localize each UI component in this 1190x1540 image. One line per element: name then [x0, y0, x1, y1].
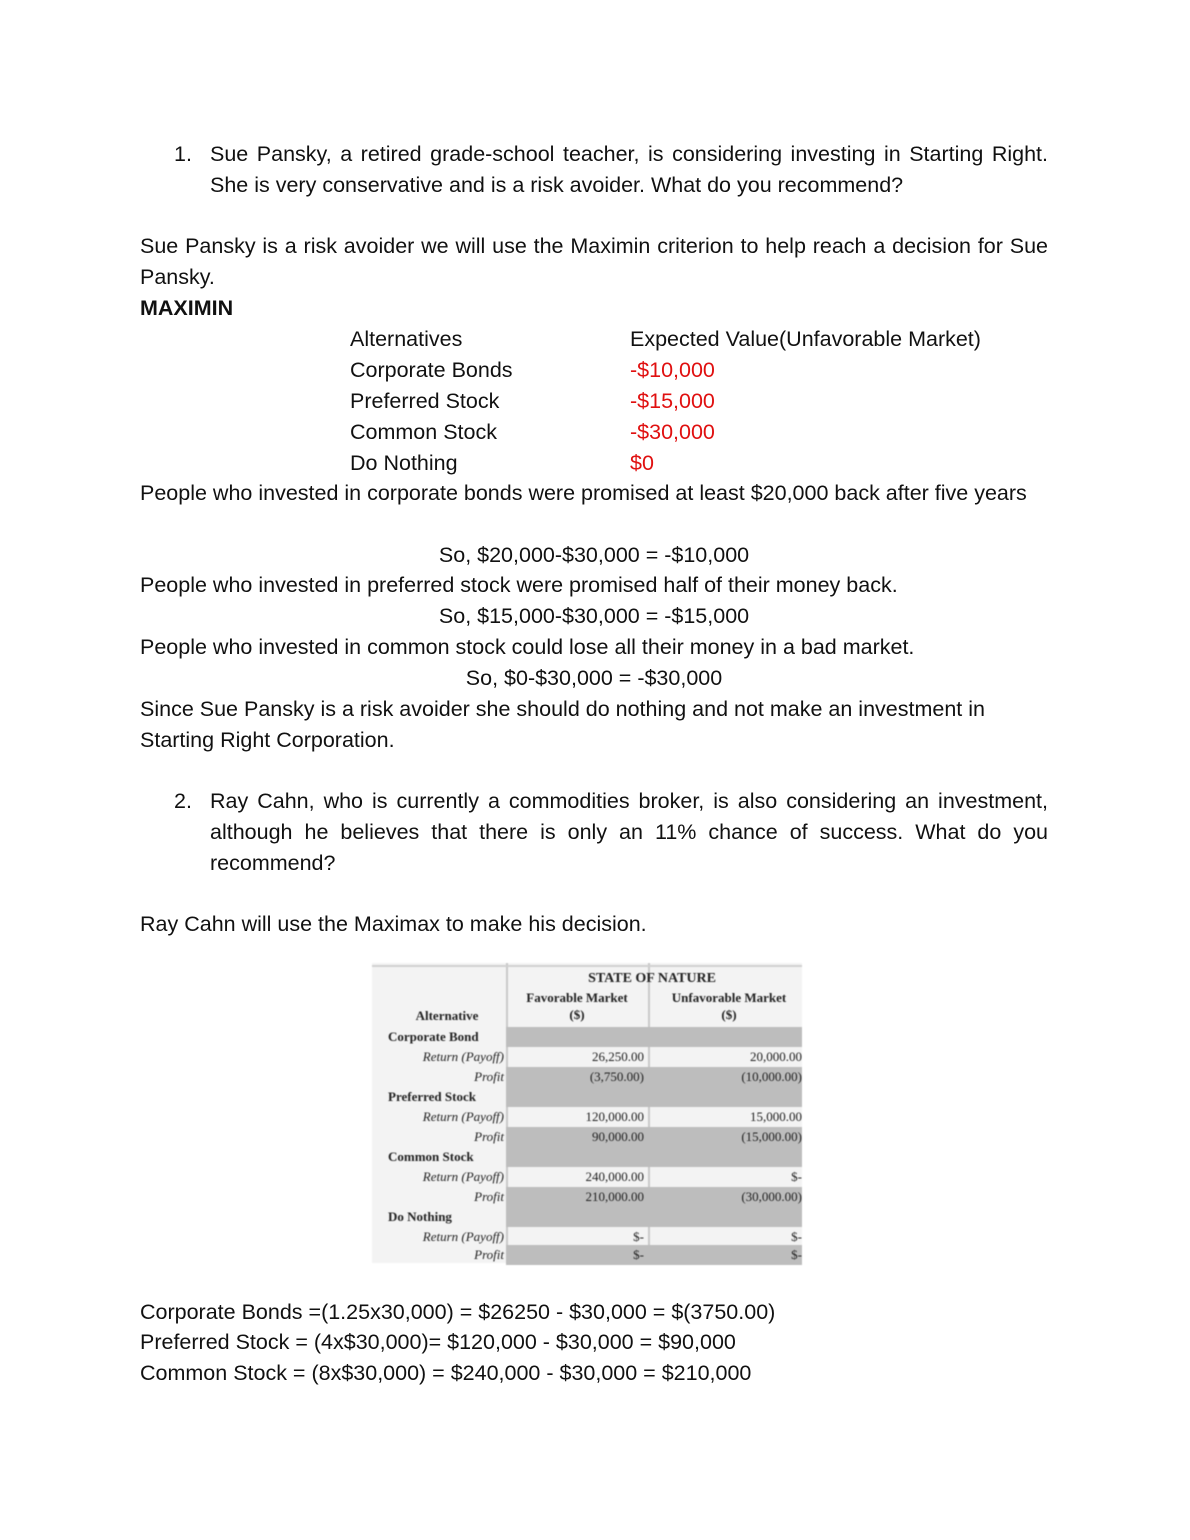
question-2-text: Ray Cahn, who is currently a commodities broker, is also considering an investment, although he believes that there is only an 11% chance of success. What do you recommend?	[210, 789, 1048, 875]
maximin-value: -$30,000	[630, 420, 715, 444]
table-row	[350, 417, 1050, 448]
payoff-group-name: Preferred Stock	[388, 1089, 476, 1104]
calc-corporate-bonds: So, $20,000-$30,000 = -$10,000	[438, 543, 750, 567]
maximin-heading: MAXIMIN	[140, 296, 234, 320]
explain-corporate-bonds: People who invested in corporate bonds were promised at least $20,000 back after five years	[140, 481, 1027, 505]
intro-paragraph-2: Ray Cahn will use the Maximax to make his decision.	[140, 912, 647, 936]
maximin-value: -$15,000	[630, 389, 715, 413]
table-row: Profit $- $-	[372, 1245, 802, 1265]
table-row	[350, 386, 1050, 417]
payoff-table-image	[372, 963, 802, 1263]
maximin-header-row	[350, 324, 1050, 355]
maximin-alternative: Do Nothing	[350, 451, 458, 475]
maximin-header-expected-value: Expected Value(Unfavorable Market)	[630, 327, 981, 351]
explain-common-stock: People who invested in common stock could lose all their money in a bad market.	[140, 635, 915, 659]
maximin-alternative: Corporate Bonds	[350, 358, 513, 382]
table-row	[372, 1027, 802, 1047]
payoff-alternative-header: Alternative	[415, 1008, 479, 1023]
maximin-value: $0	[630, 451, 654, 475]
conclusion-paragraph: Since Sue Pansky is a risk avoider she should do nothing and not make an investment in Starting Right Corporation.	[140, 697, 985, 752]
payoff-group-name: Corporate Bond	[388, 1029, 479, 1044]
table-row	[372, 1087, 802, 1107]
intro-paragraph-1: Sue Pansky is a risk avoider we will use the Maximin criterion to help reach a decision for Sue Pansky.	[140, 234, 1048, 289]
question-1	[140, 139, 1048, 201]
table-row	[350, 355, 1050, 386]
table-row: Return (Payoff) 26,250.00 20,000.00	[422, 1049, 802, 1064]
calc-common-stock: So, $0-$30,000 = -$30,000	[465, 666, 723, 690]
table-row: Profit 210,000.00 (30,000.00)	[372, 1187, 802, 1207]
question-1-text: Sue Pansky, a retired grade-school teacher, is considering investing in Starting Right. She is very conservative and is a risk avoider. What do you recommend?	[210, 142, 1048, 197]
explain-preferred-stock: People who invested in preferred stock were promised half of their money back.	[140, 573, 898, 597]
payoff-group-name: Do Nothing	[388, 1209, 452, 1224]
maximin-value: -$10,000	[630, 358, 715, 382]
payoff-unfavorable-header: Unfavorable Market ($)	[671, 990, 787, 1022]
calc-preferred-stock: So, $15,000-$30,000 = -$15,000	[438, 604, 750, 628]
maximin-header-alternatives: Alternatives	[350, 327, 463, 351]
table-row: Return (Payoff) $- $-	[422, 1229, 802, 1244]
maximin-table	[350, 324, 1050, 479]
maximin-alternative: Preferred Stock	[350, 389, 500, 413]
table-row	[350, 448, 1050, 479]
table-row: Return (Payoff) 240,000.00 $-	[422, 1169, 802, 1184]
calc-line-preferred-stock: Preferred Stock = (4x$30,000)= $120,000 - $30,000 = $90,000	[140, 1330, 736, 1354]
payoff-group-name: Common Stock	[388, 1149, 474, 1164]
payoff-state-header: STATE OF NATURE	[588, 971, 716, 986]
payoff-favorable-header: Favorable Market ($)	[526, 990, 628, 1022]
calc-line-common-stock: Common Stock = (8x$30,000) = $240,000 - $30,000 = $210,000	[140, 1361, 752, 1385]
question-2	[140, 786, 1048, 879]
question-1-number: 1.	[174, 142, 192, 166]
table-row: Return (Payoff) 120,000.00 15,000.00	[422, 1109, 802, 1124]
calc-line-corporate-bonds: Corporate Bonds =(1.25x30,000) = $26250 - $30,000 = $(3750.00)	[140, 1300, 776, 1324]
table-row	[372, 1147, 802, 1167]
table-row	[372, 1207, 802, 1227]
question-2-number: 2.	[174, 789, 192, 813]
table-row: Profit (3,750.00) (10,000.00)	[372, 1067, 802, 1087]
table-row: Profit 90,000.00 (15,000.00)	[372, 1127, 802, 1147]
maximin-alternative: Common Stock	[350, 420, 497, 444]
